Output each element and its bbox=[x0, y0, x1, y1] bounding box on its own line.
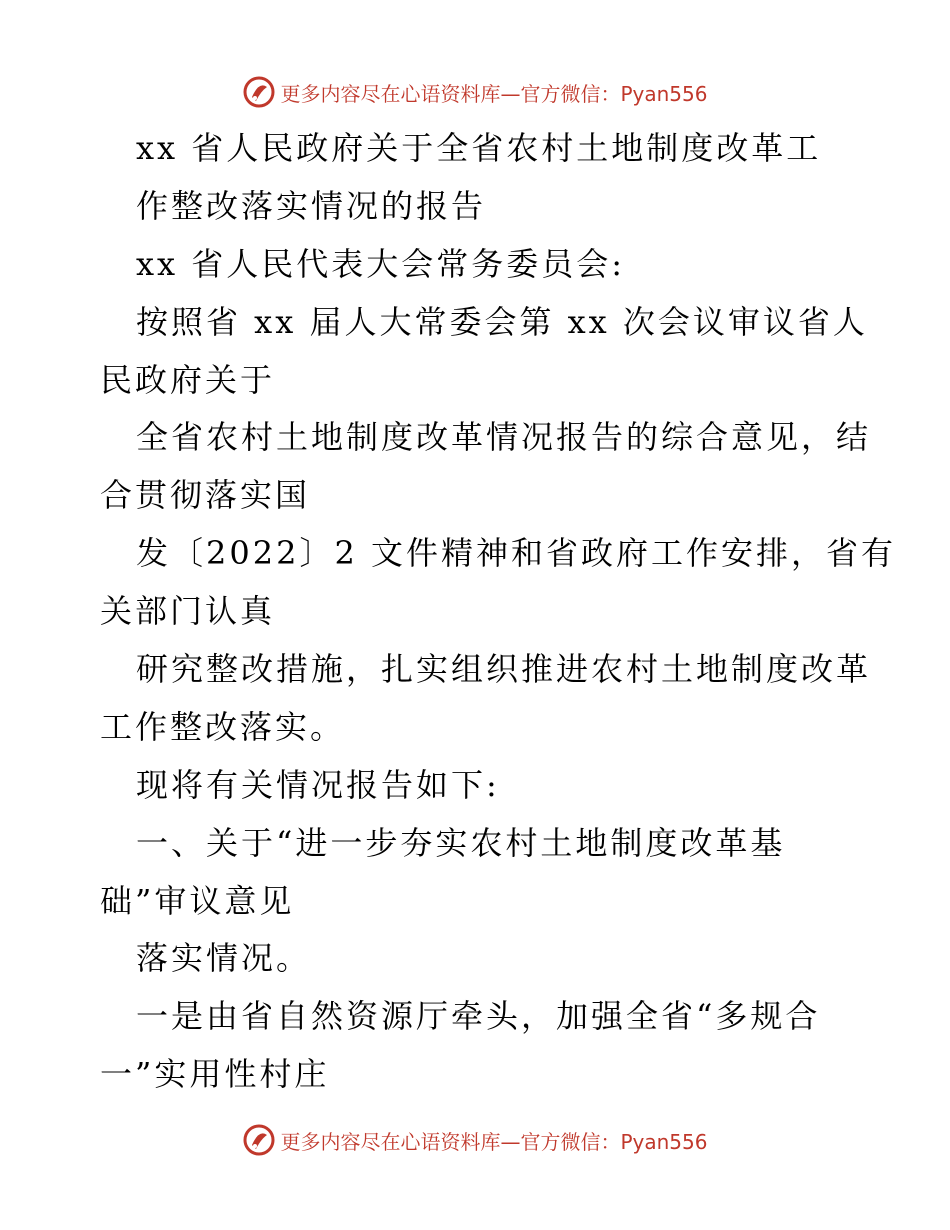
banner-brand-text: 更多内容尽在心语资料库 bbox=[280, 81, 501, 106]
doc-line: 落实情况。 bbox=[136, 939, 312, 978]
doc-line: 一、关于“进一步夯实农村土地制度改革基 bbox=[136, 823, 786, 862]
footer-banner bbox=[0, 1120, 950, 1160]
doc-line: 关部门认真 bbox=[100, 592, 276, 631]
doc-line: xx 省人民政府关于全省农村土地制度改革工 bbox=[136, 129, 822, 167]
doc-line: 合贯彻落实国 bbox=[100, 476, 311, 515]
doc-line: 民政府关于 bbox=[100, 360, 276, 399]
doc-line: 全省农村土地制度改革情况报告的综合意见，结 bbox=[136, 418, 872, 457]
doc-line: 研究整改措施，扎实组织推进农村土地制度改革 bbox=[136, 650, 872, 689]
doc-line: 发〔2022〕2 文件精神和省政府工作安排，省有 bbox=[136, 534, 896, 573]
doc-line: 作整改落实情况的报告 bbox=[136, 186, 487, 225]
doc-line: 一是由省自然资源厅牵头，加强全省“多规合 bbox=[136, 997, 821, 1036]
banner-contact-text: —官方微信：Pyan556 bbox=[500, 1129, 708, 1154]
banner-brand-text: 更多内容尽在心语资料库 bbox=[280, 1129, 501, 1154]
doc-line: 工作整改落实。 bbox=[100, 707, 346, 746]
document-body bbox=[100, 120, 896, 1104]
doc-line: 按照省 xx 届人大常委会第 xx 次会议审议省人 bbox=[136, 302, 868, 341]
banner-contact-text: —官方微信：Pyan556 bbox=[500, 81, 708, 106]
logo-icon bbox=[242, 1123, 276, 1157]
doc-line: xx 省人民代表大会常务委员会: bbox=[136, 244, 626, 283]
logo-icon bbox=[242, 75, 276, 109]
header-banner bbox=[0, 72, 950, 112]
doc-line: 现将有关情况报告如下: bbox=[136, 765, 500, 804]
doc-line: 础”审议意见 bbox=[100, 881, 295, 920]
doc-line: 一”实用性村庄 bbox=[100, 1055, 330, 1094]
